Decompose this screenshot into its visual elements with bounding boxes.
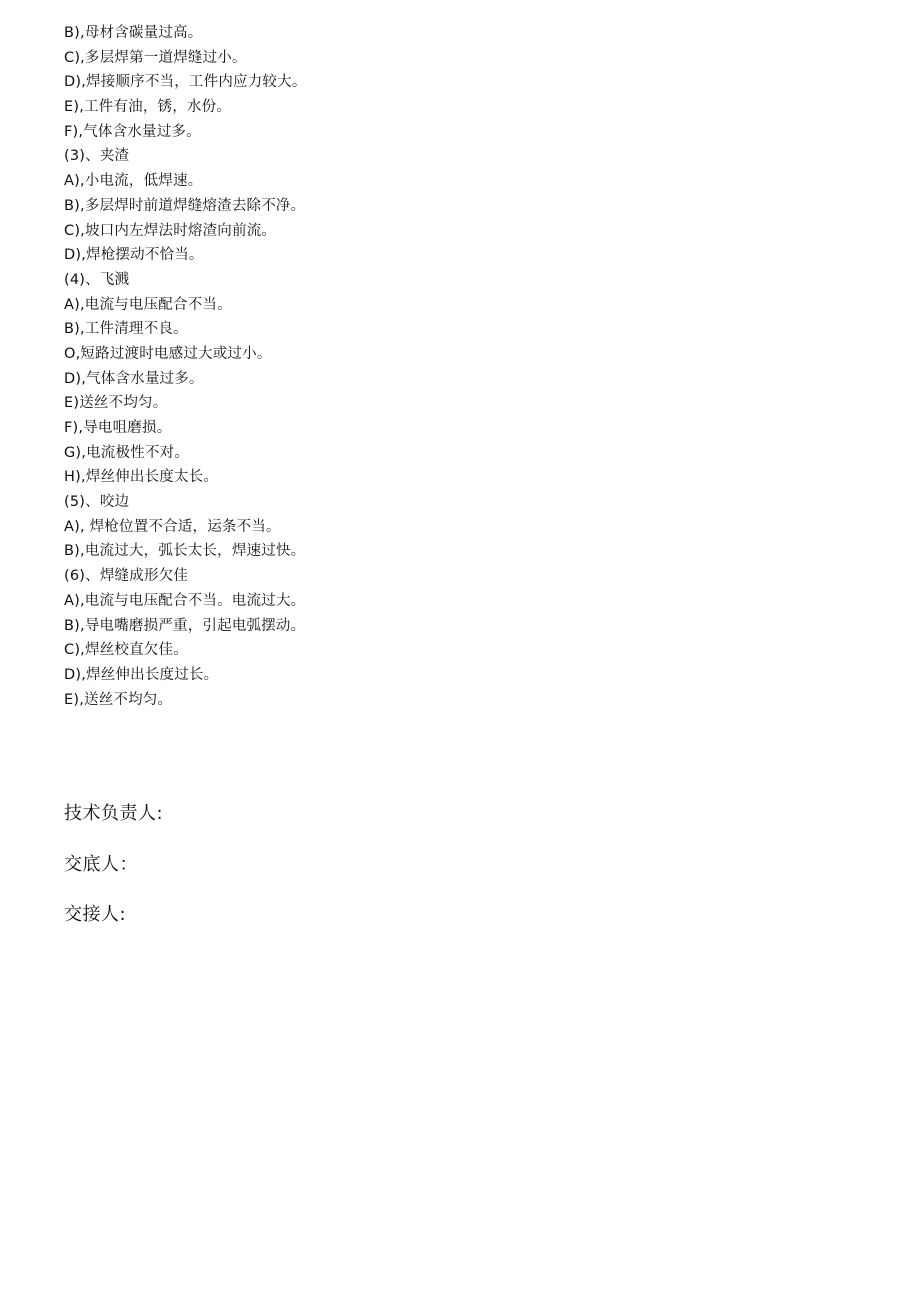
list-item: E),送丝不均匀。 — [64, 691, 173, 708]
briefer-signature-label: 交底人： — [64, 853, 138, 875]
section-heading: (4)、飞溅 — [64, 271, 130, 288]
list-item: B),电流过大，弧长太长，焊速过快。 — [64, 543, 306, 560]
list-item: C),坡口内左焊法时熔渣向前流。 — [64, 222, 277, 239]
list-item: D),焊丝伸出长度过长。 — [64, 666, 219, 683]
list-item: D),气体含水量过多。 — [64, 370, 204, 387]
section-heading: (6)、焊缝成形欠佳 — [64, 568, 189, 585]
list-item: H),焊丝伸出长度太长。 — [64, 469, 219, 486]
list-item: A),电流与电压配合不当。 — [64, 296, 232, 313]
list-item: E)送丝不均匀。 — [64, 395, 168, 412]
list-item: B),工件清理不良。 — [64, 321, 188, 338]
list-item: B),母材含碳量过高。 — [64, 25, 203, 41]
list-item: O,短路过渡时电感过大或过小。 — [64, 345, 272, 362]
list-item: B),多层焊时前道焊缝熔渣去除不净。 — [64, 197, 306, 214]
list-item: A), 焊枪位置不合适，运条不当。 — [64, 518, 281, 535]
receiver-signature-label: 交接人: — [64, 904, 127, 925]
section-heading: (3)、夹渣 — [64, 148, 130, 165]
list-item: D),焊枪摆动不恰当。 — [64, 247, 204, 264]
list-item: C),焊丝校直欠佳。 — [64, 642, 188, 659]
list-item: A),小电流，低焊速。 — [64, 173, 203, 190]
list-item: D),焊接顺序不当，工件内应力较大。 — [64, 74, 307, 91]
technical-lead-signature-label: 技术负责人: — [64, 803, 164, 824]
list-item: G),电流极性不对。 — [64, 444, 190, 461]
defect-causes-list — [64, 21, 884, 712]
list-item: F),导电咀磨损。 — [64, 420, 172, 436]
section-heading: (5)、咬边 — [64, 494, 130, 511]
list-item: F),气体含水量过多。 — [64, 123, 201, 140]
list-item: E),工件有油，锈，水份。 — [64, 99, 232, 116]
list-item: C),多层焊第一道焊缝过小。 — [64, 49, 247, 66]
list-item: A),电流与电压配合不当。电流过大。 — [64, 592, 306, 609]
list-item: B),导电嘴磨损严重，引起电弧摆动。 — [64, 617, 306, 634]
signature-block — [64, 800, 884, 952]
